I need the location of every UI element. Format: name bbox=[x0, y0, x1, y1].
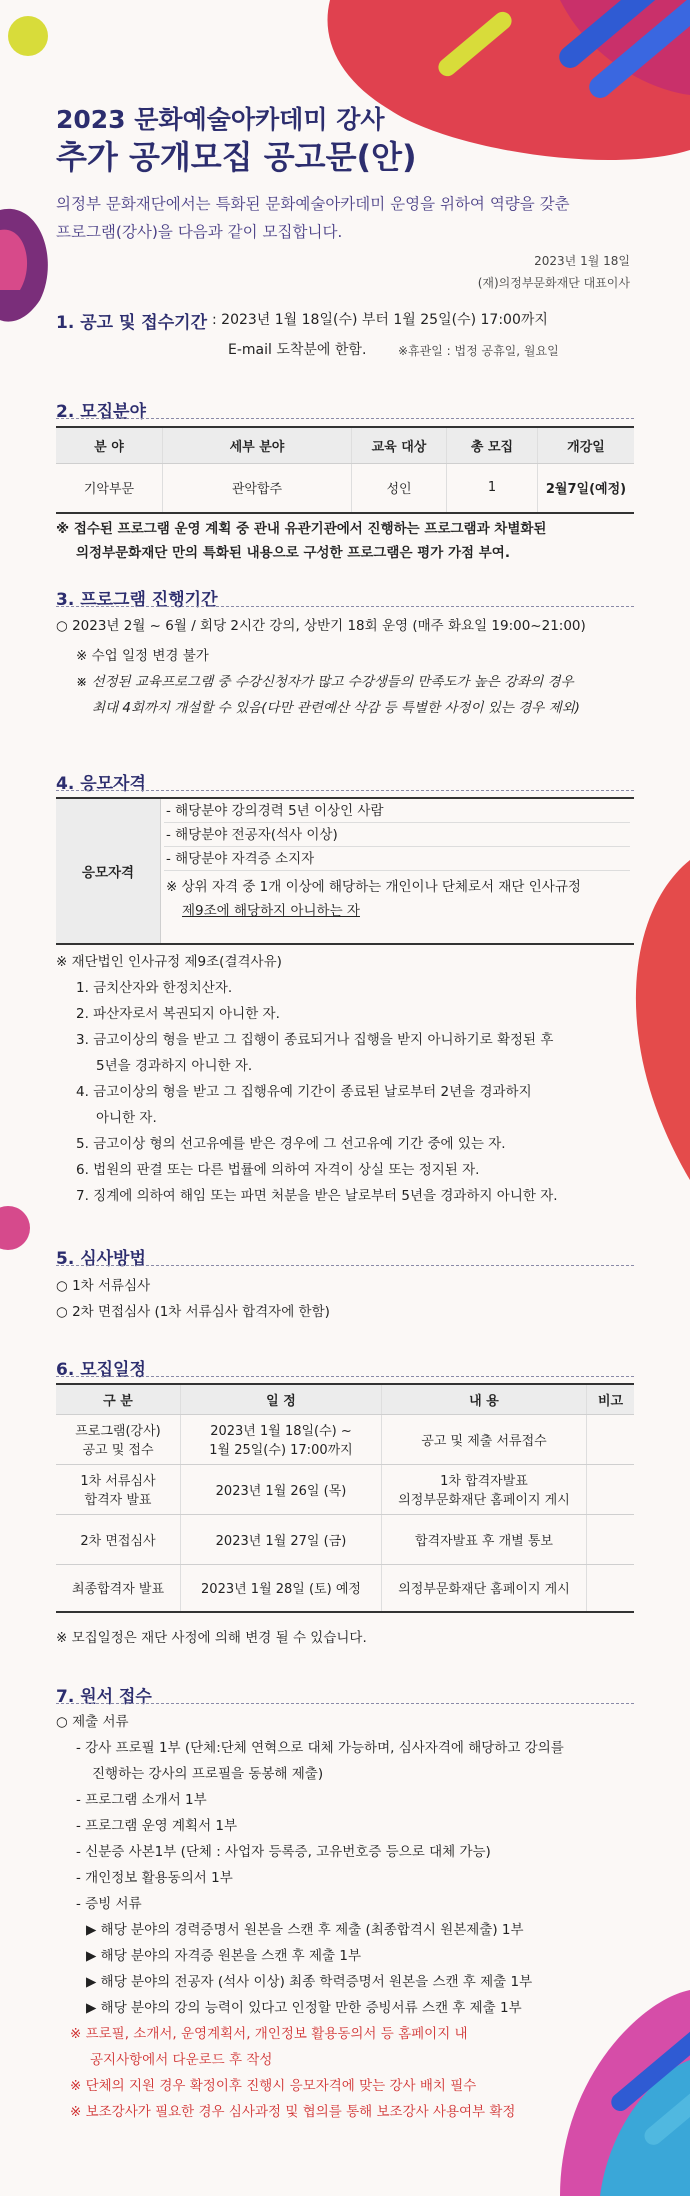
section-2-heading: 2. 모집분야 bbox=[56, 402, 146, 422]
holiday-note: ※휴관일 : 법정 공휴일, 월요일 bbox=[398, 344, 559, 358]
divider bbox=[56, 790, 634, 791]
section-7-heading: 7. 원서 접수 bbox=[56, 1687, 152, 1707]
field-note-cont: 의정부문화재단 만의 특화된 내용으로 구성한 프로그램은 평가 가점 부여. bbox=[76, 545, 510, 561]
program-period: ○ 2023년 2월 ~ 6월 / 회당 2시간 강의, 상반기 18회 운영 (매주 화요일 19:00~21:00) bbox=[56, 618, 586, 634]
schedule-note: ※ 수업 일정 변경 불가 bbox=[76, 648, 209, 664]
divider bbox=[56, 418, 634, 419]
extension-note-cont: 최대 4회까지 개설할 수 있음(다만 관련예산 삭감 등 특별한 사정이 있는 경우 제외) bbox=[92, 700, 580, 716]
review-step-2: ○ 2차 면접심사 (1차 서류심사 합격자에 한함) bbox=[56, 1304, 330, 1320]
extension-note: ※ 선정된 교육프로그램 중 수강신청자가 많고 수강생들의 만족도가 높은 강좌의 경우 bbox=[76, 674, 574, 690]
divider bbox=[56, 1376, 634, 1377]
announcement-date: 2023년 1월 18일 bbox=[534, 254, 630, 268]
section-6-heading: 6. 모집일정 bbox=[56, 1360, 146, 1380]
table-row: 2차 면접심사 2023년 1월 27일 (금) 합격자발표 후 개별 통보 bbox=[56, 1514, 634, 1564]
field-table: 분 야 세부 분야 교육 대상 총 모집 개강일 기악부문 관악합주 성인 1 2월7일(예정) bbox=[56, 426, 634, 514]
page-subtitle: 추가 공개모집 공고문(안) bbox=[56, 138, 417, 176]
recruit-period: : 2023년 1월 18일(수) 부터 1월 25일(수) 17:00까지 bbox=[212, 312, 548, 328]
divider bbox=[56, 1265, 634, 1266]
qualification-box: 응모자격 - 해당분야 강의경력 5년 이상인 사람 - 해당분야 전공자(석사 이상) - 해당분야 자격증 소지자 ※ 상위 자격 중 1개 이상에 해당하는 개인이나 단체로서 재단 인사규정 제9조에 해당하지 아니하는 자 bbox=[56, 797, 634, 945]
page-title: 2023 문화예술아카데미 강사 bbox=[56, 105, 385, 134]
schedule-note: ※ 모집일정은 재단 사정에 의해 변경 될 수 있습니다. bbox=[56, 1630, 367, 1646]
section-5-heading: 5. 심사방법 bbox=[56, 1249, 146, 1269]
table-row: 프로그램(강사) 공고 및 접수 2023년 1월 18일(수) ~ 1월 25일(수) 17:00까지 공고 및 제출 서류접수 bbox=[56, 1414, 634, 1464]
issuer: (재)의정부문화재단 대표이사 bbox=[477, 276, 630, 290]
email-note: E-mail 도착분에 한함. bbox=[228, 342, 367, 358]
review-step-1: ○ 1차 서류심사 bbox=[56, 1278, 151, 1294]
regulation-title: ※ 재단법인 인사규정 제9조(결격사유) bbox=[56, 954, 282, 970]
section-3-heading: 3. 프로그램 진행기간 bbox=[56, 590, 218, 610]
table-row: 최종합격자 발표 2023년 1월 28일 (토) 예정 의정부문화재단 홈페이지 게시 bbox=[56, 1564, 634, 1612]
divider bbox=[56, 1703, 634, 1704]
schedule-table: 구 분 일 정 내 용 비고 프로그램(강사) 공고 및 접수 2023년 1월 18일(수) ~ 1월 25일(수) 17:00까지 공고 및 제출 서류접수 1차 서류심사 합격자 발표 2023년 1월 26일 (목) 1차 합격자발표 의정부문화재단 홈페이지 게시 2차 면접심사 2023년 1월 27일 (금) 합격자발표 후 개별 통보 최종합격자 발표 2023년 1월 28일 (토) 예정 의정부문화재단 홈페이지 게시 bbox=[56, 1383, 634, 1613]
section-4-heading: 4. 응모자격 bbox=[56, 774, 146, 794]
announcement: 2023 문화예술아카데미 강사 추가 공개모집 공고문(안) 의정부 문화재단에서는 특화된 문화예술아카데미 운영을 위하여 역량을 갖춘 프로그램(강사)을 다음과 같이 모집합니다. 2023년 1월 18일 (재)의정부문화재단 대표이사 1. 공고 및 접수기간 : 2023년 1월 18일(수) 부터 1월 25일(수) 17:00까지 E-mail 도착분에 한함. ※휴관일 : 법정 공휴일, 월요일 2. 모집분야 분 야 세부 분야 교육 대상 총 모집 개강일 기악부문 관악합주 성인 1 2월7일(예정) ※ 접수된 프로그램 운영 계획 중 관내 유관기관에서 진행하는 프로그램과 차별화된 의정부문화재단 만의 특화된 내용으로 구성한 프로그램은 평가 가점 부여. 3. 프로그램 진행기간 ○ 2023년 2월 ~ 6월 / 회당 2시간 강의, 상반기 18회 운영 (매주 화요일 19:00~21:00) ※ 수업 일정 변경 불가 ※ 선정된 교육프로그램 중 수강신청자가 많고 수강생들의 만족도가 높은 강좌의 경우 최대 4회까지 개설할 수 있음(다만 관련예산 삭감 등 특별한 사정이 있는 경우 제외) 4. 응모자격 응모자격 - 해당분야 강의경력 5년 이상인 사람 - 해당분야 전공자(석사 이상) - 해당분야 자격증 소지자 ※ 상위 자격 중 1개 이상에 해당하는 개인이나 단체로서 재단 인사규정 제9조에 해당하지 아니하는 자 ※ 재단법인 인사규정 제9조(결격사유) 1. 금치산자와 한정치산자. 2. 파산자로서 복권되지 아니한 자. 3. 금고이상의 형을 받고 그 집행이 종료되거나 집행을 받지 아니하기로 확정된 후 5년을 경과하지 아니한 자. 4. 금고이상의 형을 받고 그 집행유예 기간이 종료된 날로부터 2년을 경과하지 아니한 자. 5. 금고이상 형의 선고유예를 받은 경우에 그 선고유예 기간 중에 있는 자. 6. 법원의 판결 또는 다른 법률에 의하여 자격이 상실 또는 정지된 자. 7. 징계에 의하여 해임 또는 파면 처분을 받은 날로부터 5년을 경과하지 아니한 자. 5. 심사방법 ○ 1차 서류심사 ○ 2차 면접심사 (1차 서류심사 합격자에 한함) 6. 모집일정 구 분 일 정 내 용 비고 프로그램(강사) 공고 및 접수 2023년 1월 18일(수) ~ 1월 25일(수) 17:00까지 공고 및 제출 서류접수 1차 서류심사 합격자 발표 2023년 1월 26일 (목) 1차 합격자발표 의정부문화재단 홈페이지 게시 2차 면접심사 2023년 1월 27일 (금) 합격자발표 후 개별 통보 최종합격자 발표 2023년 1월 28일 (토) 예정 의정부문화재단 홈페이지 게시 ※ 모집일정은 재단 사정에 의해 변경 될 수 있습니다. 7. 원서 접수 ○ 제출 서류 - 강사 프로필 1부 (단체:단체 연혁으로 대체 가능하며, 심사자격에 해당하고 강의를 진행하는 강사의 프로필을 동봉해 제출) - 프로그램 소개서 1부 - 프로그램 운영 계획서 1부 - 신분증 사본1부 (단체 : 사업자 등록증, 고유번호증 등으로 대체 가능) - 개인정보 활용동의서 1부 - 증빙 서류 ▶ 해당 분야의 경력증명서 원본을 스캔 후 제출 (최종합격시 원본제출) 1부 ▶ 해당 분야의 자격증 원본을 스캔 후 제출 1부 ▶ 해당 분야의 전공자 (석사 이상) 최종 학력증명서 원본을 스캔 후 제출 1부 ▶ 해당 분야의 강의 능력이 있다고 인정할 만한 증빙서류 스캔 후 제출 1부 ※ 프로필, 소개서, 운영계획서, 개인정보 활용동의서 등 홈페이지 내 공지사항에서 다운로드 후 작성 ※ 단체의 지원 경우 확정이후 진행시 응모자격에 맞는 강사 배치 필수 ※ 보조강사가 필요한 경우 심사과정 및 협의를 통해 보조강사 사용여부 확정 bbox=[0, 0, 690, 2196]
field-note: ※ 접수된 프로그램 운영 계획 중 관내 유관기관에서 진행하는 프로그램과 차별화된 bbox=[56, 521, 547, 537]
divider bbox=[56, 606, 634, 607]
section-1-heading: 1. 공고 및 접수기간 bbox=[56, 313, 207, 333]
intro-text: 의정부 문화재단에서는 특화된 문화예술아카데미 운영을 위하여 역량을 갖춘 프로그램(강사)을 다음과 같이 모집합니다. bbox=[56, 195, 570, 241]
table-row: 1차 서류심사 합격자 발표 2023년 1월 26일 (목) 1차 합격자발표 의정부문화재단 홈페이지 게시 bbox=[56, 1464, 634, 1514]
table-row: 기악부문 관악합주 성인 1 2월7일(예정) bbox=[56, 463, 634, 513]
qualification-label: 응모자격 bbox=[56, 799, 161, 943]
